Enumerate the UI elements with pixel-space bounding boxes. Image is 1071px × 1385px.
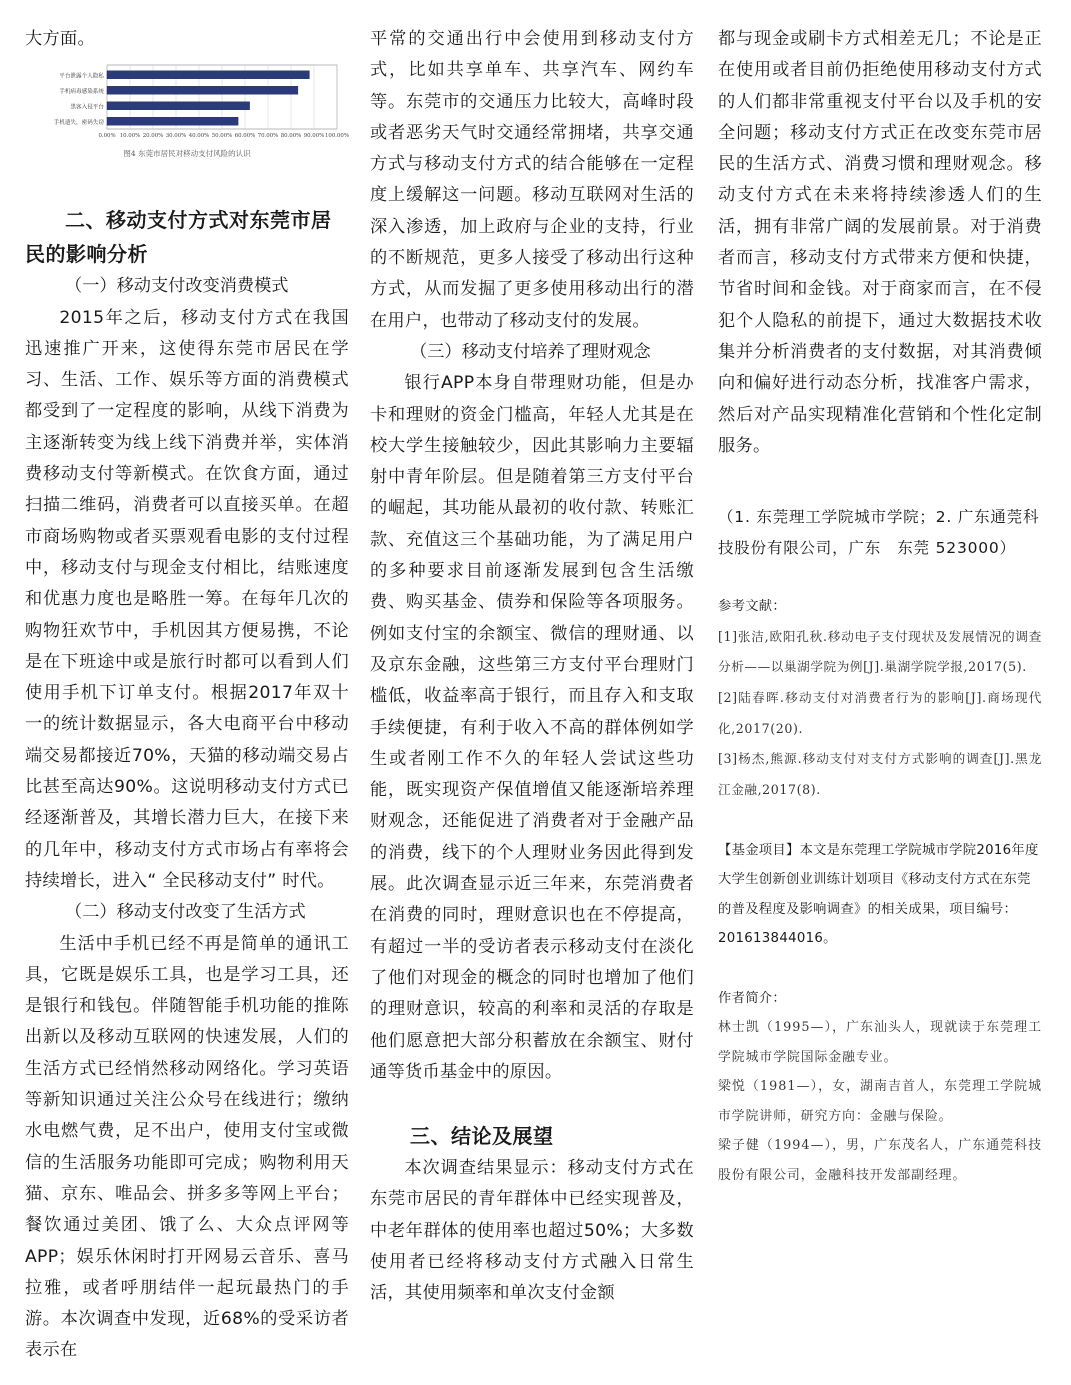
chart-bar — [107, 71, 309, 79]
column-1 — [25, 24, 349, 1367]
chart-tick-label: 100.00% — [325, 133, 349, 140]
chart-category-label: 黑客入侵平台 — [70, 104, 104, 111]
author-bio: 梁悦（1981—），女，湖南吉首人，东莞理工学院城市学院讲师，研究方向：金融与保险。 — [718, 1079, 1042, 1124]
lead-text: 大方面。 — [25, 29, 95, 49]
chart-tick-label: 50.00% — [211, 133, 233, 140]
chart-tick-label: 20.00% — [142, 133, 164, 140]
author-bio: 梁子健（1994—），男，广东茂名人，广东通莞科技股份有限公司，金融科技开发部副经理。 — [718, 1138, 1042, 1183]
chart-bar — [107, 87, 298, 95]
reference-item: [1]张洁,欧阳孔秋.移动电子支付现状及发展情况的调查分析——以巢湖学院为例[J].巢湖学院学报,2017(5). — [718, 628, 1042, 675]
chart-tick-label: 0.00% — [98, 133, 116, 140]
section-3-title: 三、结论及展望 — [410, 1124, 554, 1149]
chart-caption: 图4 东莞市居民对移动支付风险的认识 — [123, 149, 251, 159]
paragraph: 银行APP本身自带理财功能，但是办卡和理财的资金门槛高，年轻人尤其是在校大学生接触较少，因此其影响力主要辐射中青年阶层。但是随着第三方支付平台的崛起，其功能从最初的收付款、转账汇款、充值这三个基础功能，为了满足用户的多种要求目前逐渐发展到包含生活缴费、购买基金、债券和保险等各项服务。例如支付宝的余额宝、微信的理财通、以及京东金融，这些第三方支付平台理财门槛低，收益率高于银行，而且存入和支取手续便捷，有利于收入不高的群体例如学生或者刚工作不久的年轻人尝试这些功能，既实现资产保值增值又能逐渐培养理财观念，还能促进了消费者对于金融产品的消费，线下的个人理财业务因此得到发展。此次调查显示近三年来，东莞消费者在消费的同时，理财意识也在不停提高，有超过一半的受访者表示移动支付在淡化了他们对现金的概念的同时也增加了他们的理财意识，较高的利率和灵活的存取是他们愿意把大部分积蓄放在余额宝、财付通等货币基金中的原因。 — [370, 373, 694, 1082]
chart-tick-label: 80.00% — [280, 133, 302, 140]
chart-tick-label: 30.00% — [165, 133, 187, 140]
author-bio: 林士凯（1995—），广东汕头人，现就读于东莞理工学院城市学院国际金融专业。 — [718, 1020, 1042, 1065]
reference-item: [2]陆春晖.移动支付对消费者行为的影响[J].商场现代化,2017(20). — [718, 690, 1042, 736]
paragraph: 2015年之后，移动支付方式在我国迅速推广开来，这使得东莞市居民在学习、生活、工作、娱乐等方面的消费模式都受到了一定程度的影响，从线下消费为主逐渐转变为线上线下消费并举，实体消费移动支付等新模式。在饮食方面，通过扫描二维码，消费者可以直接买单。在超市商场购物或者买票观看电影的支付过程中，移动支付与现金支付相比，结账速度和优惠力度也是略胜一筹。在每年几次的购物狂欢节中，手机因其方便易携，不论是在下班途中或是旅行时都可以看到人们使用手机下订单支付。根据2017年双十一的统计数据显示，各大电商平台中移动端交易都接近70%，天猫的移动端交易占比甚至高达90%。这说明移动支付方式已经逐渐普及，其增长潜力巨大，在接下来的几年中，移动支付方式市场占有率将会持续增长，进入“ 全民移动支付” 时代。 — [25, 307, 349, 891]
chart-tick-label: 10.00% — [119, 133, 141, 140]
paragraph: 本次调查结果显示：移动支付方式在东莞市居民的青年群体中已经实现普及，中老年群体的使用率也超过50%；大多数使用者已经将移动支付方式融入日常生活，其使用频率和单次支付金额 — [370, 1158, 694, 1304]
paragraph: 都与现金或刷卡方式相差无几；不论是正在使用或者目前仍拒绝使用移动支付方式的人们都非常重视支付平台以及手机的安全问题；移动支付方式正在改变东莞市居民的生活方式、消费习惯和理财观念。移动支付方式在未来将持续渗透人们的生活，拥有非常广阔的发展前景。对于消费者而言，移动支付方式带来方便和快捷，节省时间和金钱。对于商家而言，在不侵犯个人隐私的前提下，通过大数据技术收集并分析消费者的支付数据，对其消费倾向和偏好进行动态分析，找准客户需求，然后对产品实现精准化营销和个性化定制服务。 — [718, 29, 1042, 456]
subsection-1-title: （一）移动支付改变消费模式 — [65, 276, 289, 297]
column-2 — [370, 24, 694, 1310]
chart-category-label: 平台泄露个人隐私 — [59, 73, 104, 80]
chart-category-label: 手机病毒感染系统 — [59, 89, 104, 96]
chart-tick-label: 40.00% — [188, 133, 210, 140]
chart-tick-label: 70.00% — [257, 133, 279, 140]
chart-svg — [25, 61, 349, 151]
risk-bar-chart — [25, 61, 349, 169]
chart-category-label: 手机遗失，密码失窃 — [53, 120, 104, 127]
chart-tick-label: 60.00% — [234, 133, 256, 140]
section-2-title: 二、移动支付方式对东莞市居民的影响分析 — [25, 208, 332, 267]
subsection-3-title: （三）移动支付培养了理财观念 — [410, 341, 651, 362]
paragraph: 平常的交通出行中会使用到移动支付方式，比如共享单车、共享汽车、网约车等。东莞市的交通压力比较大，高峰时段或者恶劣天气时交通经常拥堵，共享交通方式与移动支付方式的结合能够在一定程度上缓解这一问题。移动互联网对生活的深入渗透，加上政府与企业的支持，行业的不断规范，更多人接受了移动出行这种方式，从而发掘了更多使用移动出行的潜在用户，也带动了移动支付的发展。 — [370, 29, 694, 331]
paragraph: 生活中手机已经不再是简单的通讯工具，它既是娱乐工具，也是学习工具，还是银行和钱包。伴随智能手机功能的推陈出新以及移动互联网的快速发展，人们的生活方式已经悄然移动网络化。学习英语等新知识通过关注公众号在线进行；缴纳水电燃气费，足不出户，使用支付宝或微信的生活服务功能即可完成；购物利用天猫、京东、唯品会、拼多多等网上平台；餐饮通过美团、饿了么、大众点评网等APP；娱乐休闲时打开网易云音乐、喜马拉雅，或者呼朋结伴一起玩最热门的手游。本次调查中发现，近68%的受采访者表示在 — [25, 933, 349, 1361]
column-3 — [718, 24, 1042, 1190]
references-title: 参考文献： — [718, 599, 786, 615]
affiliation: （1. 东莞理工学院城市学院；2. 广东通莞科技股份有限公司，广东 东莞 523000） — [718, 508, 1040, 558]
authors-list — [718, 1013, 1042, 1190]
fund-note: 【基金项目】本文是东莞理工学院城市学院2016年度大学生创新创业训练计划项目《移动支付方式在东莞的普及程度及影响调查》的相关成果，项目编号：201613844016。 — [718, 842, 1039, 947]
chart-tick-label: 90.00% — [303, 133, 325, 140]
chart-bar — [107, 118, 238, 126]
authors-title: 作者简介： — [718, 990, 786, 1006]
chart-bar — [107, 102, 250, 110]
subsection-2-title: （二）移动支付改变了生活方式 — [65, 902, 306, 923]
reference-item: [3]杨杰,熊源.移动支付对支付方式影响的调查[J].黑龙江金融,2017(8). — [718, 751, 1042, 798]
references-list — [718, 622, 1042, 806]
